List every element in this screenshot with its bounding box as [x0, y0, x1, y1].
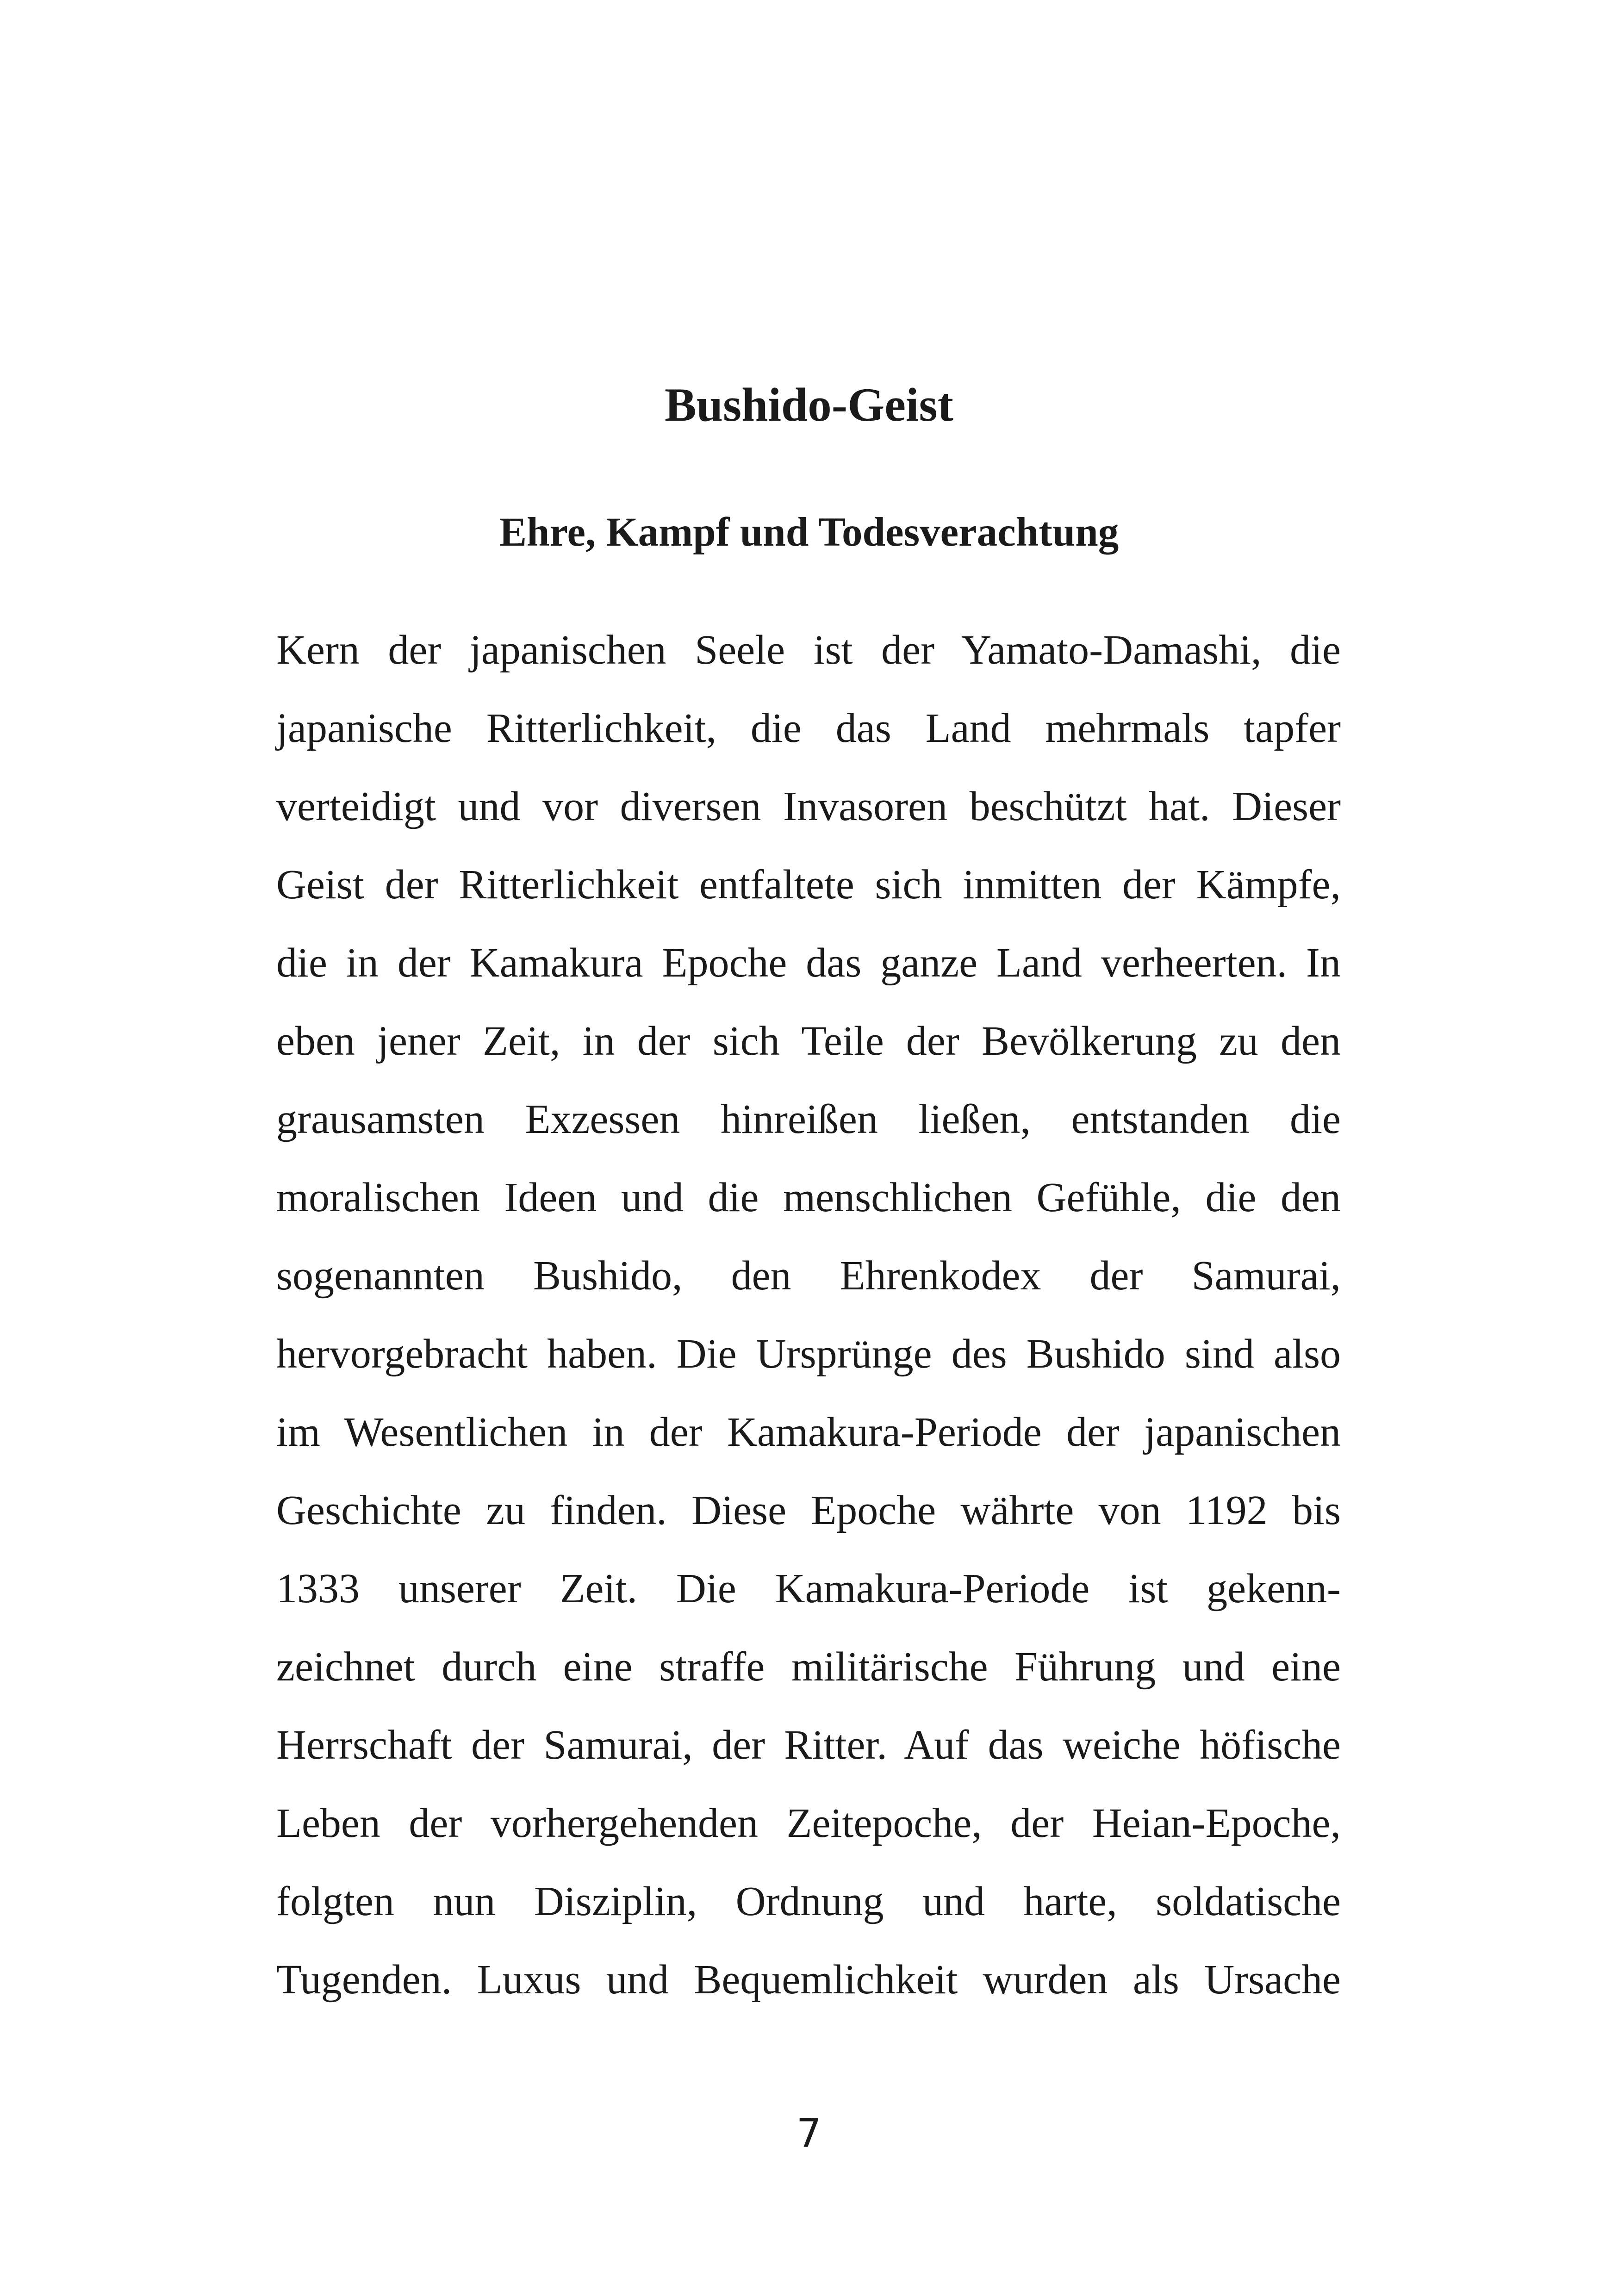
- body-paragraph: [276, 611, 1341, 2019]
- text-line: japanische Ritterlichkeit, die das Land mehrmals tapfer: [276, 705, 1341, 751]
- text-line: moralischen Ideen und die menschlichen Gefühle, die den: [276, 1175, 1341, 1220]
- text-line: Herrschaft der Samurai, der Ritter. Auf das weiche höfische: [276, 1722, 1341, 1768]
- text-line: sogenannten Bushido, den Ehrenkodex der Samurai,: [276, 1253, 1341, 1299]
- text-line: Leben der vorhergehenden Zeitepoche, der Heian-Epoche,: [276, 1800, 1341, 1846]
- text-line: zeichnet durch eine straffe militärische Führung und eine: [276, 1644, 1341, 1690]
- text-line: Tugenden. Luxus und Bequemlichkeit wurden als Ursache: [276, 1957, 1341, 2003]
- text-line: 1333 unserer Zeit. Die Kamakura-Periode ist gekenn-: [276, 1566, 1341, 1612]
- text-line: folgten nun Disziplin, Ordnung und harte, soldatische: [276, 1879, 1341, 1924]
- text-line: Kern der japanischen Seele ist der Yamato-Damashi, die: [276, 627, 1341, 673]
- chapter-title: Bushido-Geist: [665, 379, 953, 431]
- text-line: Geschichte zu finden. Diese Epoche währte von 1192 bis: [276, 1487, 1341, 1533]
- text-line: grausamsten Exzessen hinreißen ließen, entstanden die: [276, 1096, 1341, 1142]
- text-line: eben jener Zeit, in der sich Teile der Bevölkerung zu den: [276, 1018, 1341, 1064]
- text-line: verteidigt und vor diversen Invasoren beschützt hat. Dieser: [276, 784, 1341, 829]
- text-line: Geist der Ritterlichkeit entfaltete sich inmitten der Kämpfe,: [276, 862, 1341, 908]
- text-line: im Wesentlichen in der Kamakura-Periode der japanischen: [276, 1409, 1341, 1455]
- text-line: hervorgebracht haben. Die Ursprünge des Bushido sind also: [276, 1331, 1341, 1377]
- text-line: die in der Kamakura Epoche das ganze Land verheerten. In: [276, 940, 1341, 986]
- page-number: 7: [796, 2110, 822, 2157]
- chapter-subtitle: Ehre, Kampf und Todesverachtung: [499, 510, 1119, 555]
